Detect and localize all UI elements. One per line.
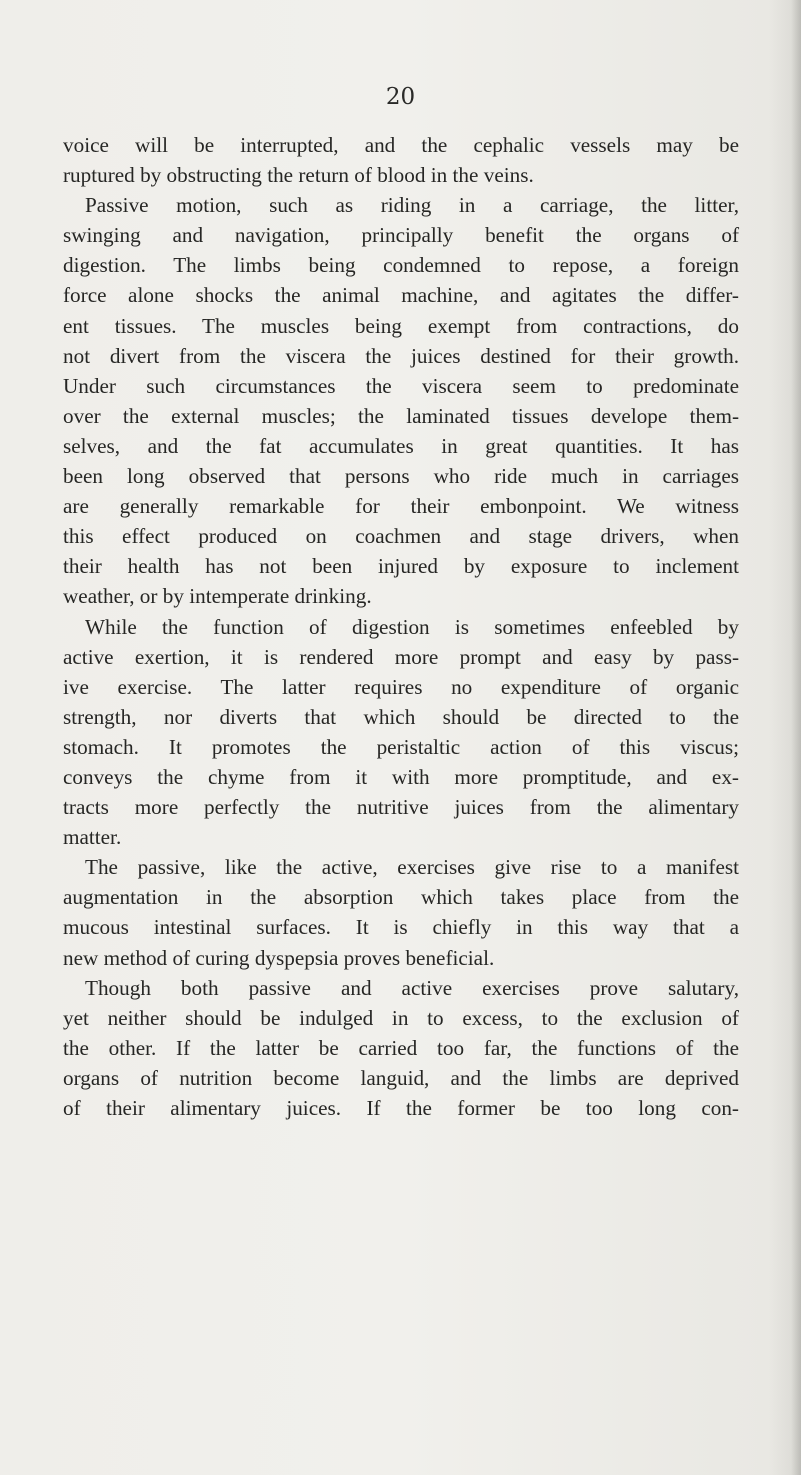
text-line: organs of nutrition become languid, and the limbs are deprived [63,1065,739,1090]
paragraph-passive-motion [63,190,739,611]
text-line: yet neither should be indulged in to excess, to the exclusion of [63,1005,739,1030]
text-line: voice will be interrupted, and the cephalic vessels may be [63,133,739,157]
text-line: of their alimentary juices. If the former be too long con- [63,1096,739,1120]
paragraph-absorption [63,852,739,972]
body-text [63,130,739,1123]
text-line: mucous intestinal surfaces. It is chiefly in this way that a [63,915,739,940]
text-line: their health has not been injured by exposure to inclement [63,554,739,579]
text-line: active exertion, it is rendered more prompt and easy by pass- [63,644,739,669]
paragraph-exercises [63,973,739,1123]
text-line: augmentation in the absorption which takes place from the [63,885,739,910]
text-line: digestion. The limbs being condemned to repose, a foreign [63,253,739,278]
text-line: ruptured by obstructing the return of blood in the veins. [63,163,534,188]
text-line: weather, or by intemperate drinking. [63,584,372,609]
text-line: this effect produced on coachmen and stage drivers, when [63,524,739,549]
text-line: Though both passive and active exercises prove salutary, [85,975,739,1000]
text-line: Passive motion, such as riding in a carriage, the litter, [85,193,739,218]
text-line: swinging and navigation, principally benefit the organs of [63,223,739,248]
text-line: matter. [63,825,122,850]
text-line: tracts more perfectly the nutritive juices from the alimentary [63,795,739,820]
text-line: new method of curing dyspepsia proves beneficial. [63,945,495,970]
text-line: not divert from the viscera the juices destined for their growth. [63,343,739,368]
text-line: strength, nor diverts that which should be directed to the [63,704,739,729]
text-line: ive exercise. The latter requires no expenditure of organic [63,674,739,699]
text-line: selves, and the fat accumulates in great quantities. It has [63,433,739,458]
text-line: While the function of digestion is sometimes enfeebled by [85,614,739,639]
text-line: conveys the chyme from it with more promptitude, and ex- [63,764,739,789]
text-line: ent tissues. The muscles being exempt from contractions, do [63,313,739,338]
text-line: Under such circumstances the viscera seem to predominate [63,373,739,398]
text-line: force alone shocks the animal machine, and agitates the differ- [63,283,739,308]
text-line: are generally remarkable for their embonpoint. We witness [63,494,739,519]
page-number: 20 [385,84,416,110]
text-line: stomach. It promotes the peristaltic action of this viscus; [63,734,739,759]
text-line: over the external muscles; the laminated tissues develope them- [63,403,739,428]
page-edge-shadow [791,0,801,1475]
text-line: the other. If the latter be carried too far, the functions of the [63,1035,739,1060]
text-line: The passive, like the active, exercises give rise to a manifest [85,855,739,880]
paragraph-continuation [63,130,739,190]
paragraph-digestion [63,612,739,853]
text-line: been long observed that persons who ride much in carriages [63,464,739,489]
